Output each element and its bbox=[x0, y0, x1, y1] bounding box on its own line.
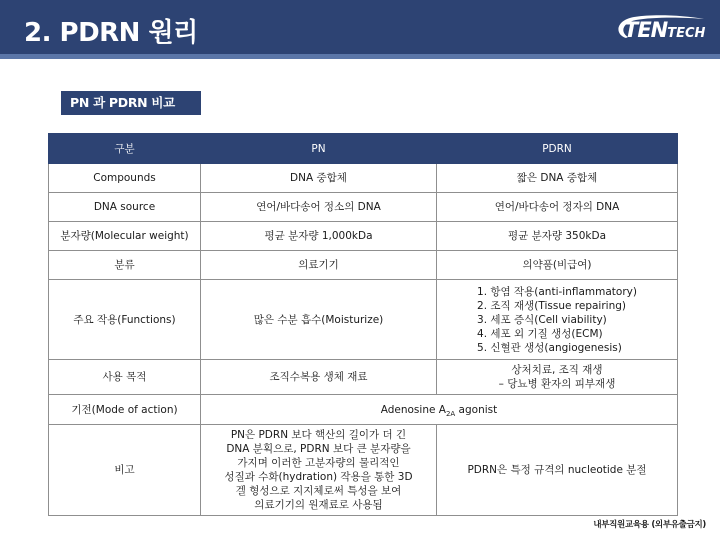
header-pn: PN bbox=[201, 134, 437, 164]
row-label: 기전(Mode of action) bbox=[49, 395, 201, 425]
header-stripe bbox=[0, 54, 720, 59]
purpose-line: 상처치료, 조직 재생 bbox=[511, 364, 603, 376]
row-label: 분자량(Molecular weight) bbox=[49, 222, 201, 251]
pn-cell: 평균 분자량 1,000kDa bbox=[201, 222, 437, 251]
table-row bbox=[49, 395, 678, 425]
pdrn-cell: 짧은 DNA 중합체 bbox=[437, 164, 678, 193]
tentech-logo bbox=[612, 12, 708, 46]
pdrn-cell bbox=[437, 360, 678, 395]
purpose-line: – 당뇨병 환자의 피부재생 bbox=[498, 378, 616, 390]
note-line: DNA 분획으로, PDRN 보다 큰 분자량을 bbox=[226, 443, 411, 455]
logo-main-text: TEN bbox=[624, 18, 668, 42]
mechanism-subscript: 2A bbox=[445, 409, 456, 418]
header-category: 구분 bbox=[49, 134, 201, 164]
table-row bbox=[49, 193, 678, 222]
pdrn-cell: PDRN은 특정 규격의 nucleotide 분절 bbox=[437, 425, 678, 516]
list-item: 5. 신혈관 생성(angiogenesis) bbox=[477, 341, 622, 354]
table-row bbox=[49, 280, 678, 360]
note-line: 의료기기의 원재료로 사용됨 bbox=[254, 499, 383, 511]
section-label: PN 과 PDRN 비교 bbox=[61, 91, 201, 115]
row-label: 주요 작용(Functions) bbox=[49, 280, 201, 360]
pdrn-cell bbox=[437, 280, 678, 360]
note-line: 가지며 이러한 고분자량의 물리적인 bbox=[237, 457, 400, 469]
mechanism-cell bbox=[201, 395, 678, 425]
pn-cell: 조직수복용 생체 재료 bbox=[201, 360, 437, 395]
pn-cell: 연어/바다송어 정소의 DNA bbox=[201, 193, 437, 222]
note-line: 성질과 수화(hydration) 작용을 통한 3D bbox=[224, 471, 413, 483]
table-row bbox=[49, 360, 678, 395]
list-item: 1. 항염 작용(anti-inflammatory) bbox=[477, 285, 637, 298]
row-label: 비고 bbox=[49, 425, 201, 516]
pdrn-cell: 연어/바다송어 정자의 DNA bbox=[437, 193, 678, 222]
table-header-row bbox=[49, 134, 678, 164]
row-label: 분류 bbox=[49, 251, 201, 280]
list-item: 4. 세포 외 기질 생성(ECM) bbox=[477, 327, 603, 340]
footer-note: 내부직원교육용 (외부유출금지) bbox=[593, 520, 706, 530]
pn-cell: 의료기기 bbox=[201, 251, 437, 280]
mechanism-text: Adenosine A bbox=[380, 403, 446, 416]
note-line: PN은 PDRN 보다 핵산의 길이가 더 긴 bbox=[230, 429, 407, 441]
table-row bbox=[49, 222, 678, 251]
table-row bbox=[49, 251, 678, 280]
header-pdrn: PDRN bbox=[437, 134, 678, 164]
row-label: 사용 목적 bbox=[49, 360, 201, 395]
list-item: 3. 세포 증식(Cell viability) bbox=[477, 313, 607, 326]
pdrn-cell: 의약품(비급여) bbox=[437, 251, 678, 280]
pn-note-cell bbox=[201, 425, 437, 516]
functions-list bbox=[477, 285, 637, 355]
row-label: Compounds bbox=[49, 164, 201, 193]
list-item: 2. 조직 재생(Tissue repairing) bbox=[477, 299, 626, 312]
pn-cell: 많은 수분 흡수(Moisturize) bbox=[201, 280, 437, 360]
logo-wordmark bbox=[624, 18, 705, 42]
mechanism-text-end: agonist bbox=[455, 403, 498, 416]
pn-cell: DNA 중합체 bbox=[201, 164, 437, 193]
note-line: 겔 형성으로 지지체로써 특성을 보여 bbox=[235, 485, 402, 497]
pdrn-cell: 평균 분자량 350kDa bbox=[437, 222, 678, 251]
page-title: 2. PDRN 원리 bbox=[24, 18, 198, 48]
table-row bbox=[49, 425, 678, 516]
table-row bbox=[49, 164, 678, 193]
logo-sub-text: TECH bbox=[667, 26, 706, 41]
row-label: DNA source bbox=[49, 193, 201, 222]
comparison-table bbox=[48, 133, 678, 516]
header-bar bbox=[0, 0, 720, 54]
